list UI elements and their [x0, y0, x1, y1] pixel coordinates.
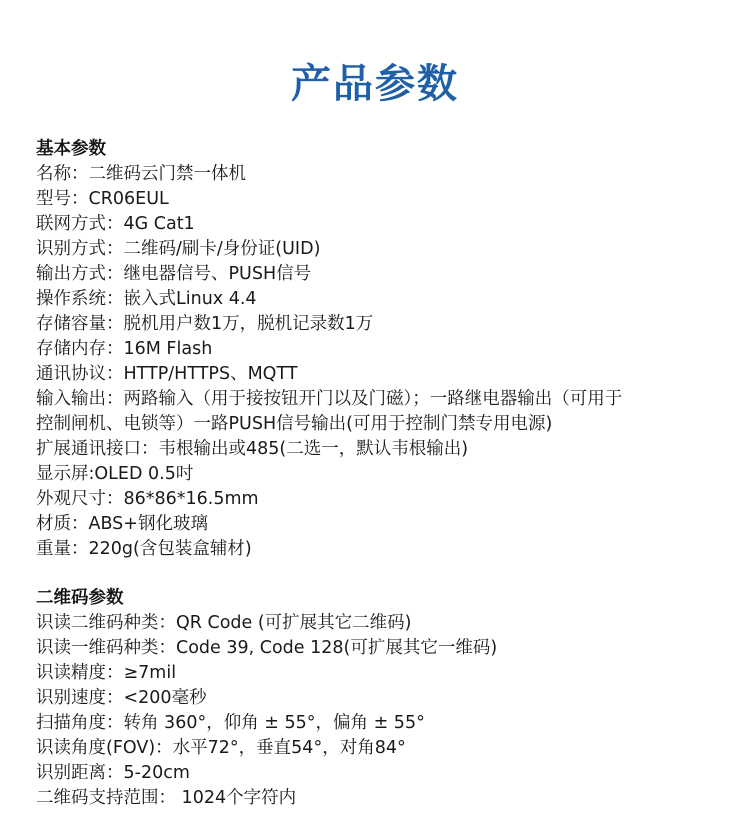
spec-weight: 重量：220g(含包装盒辅材)	[36, 539, 252, 559]
spec-io-line-1: 输入输出：两路输入（用于接按钮开门以及门磁）；一路继电器输出（可用于	[36, 389, 623, 409]
section-heading-qr: 二维码参数	[36, 588, 124, 608]
spec-os: 操作系统：嵌入式Linux 4.4	[36, 289, 257, 309]
spec-model: 型号：CR06EUL	[36, 189, 169, 209]
page-title: 产品参数	[291, 61, 459, 107]
spec-material: 材质：ABS+钢化玻璃	[36, 514, 208, 534]
section-heading-basic: 基本参数	[36, 139, 106, 159]
spec-output: 输出方式：继电器信号、PUSH信号	[36, 264, 312, 284]
spec-protocol: 通讯协议：HTTP/HTTPS、MQTT	[36, 364, 298, 384]
spec-storage-capacity: 存储容量：脱机用户数1万，脱机记录数1万	[36, 314, 374, 334]
spec-dimensions: 外观尺寸：86*86*16.5mm	[36, 489, 259, 509]
spec-qr-support-range: 二维码支持范围： 1024个字符内	[36, 788, 297, 808]
spec-storage-memory: 存储内存：16M Flash	[36, 339, 213, 359]
spec-name: 名称：二维码云门禁一体机	[36, 164, 246, 184]
spec-scan-angle: 扫描角度：转角 360°，仰角 ± 55°，偏角 ± 55°	[36, 713, 425, 733]
spec-extension-interface: 扩展通讯接口：韦根输出或485(二选一，默认韦根输出)	[36, 439, 469, 459]
spec-1d-code-types: 识读一维码种类：Code 39, Code 128(可扩展其它一维码)	[36, 638, 498, 658]
spec-read-precision: 识读精度：≥7mil	[36, 663, 177, 683]
spec-2d-code-types: 识读二维码种类：QR Code (可扩展其它二维码)	[36, 613, 412, 633]
spec-network: 联网方式：4G Cat1	[36, 214, 195, 234]
spec-display: 显示屏:OLED 0.5吋	[36, 464, 194, 484]
qr-params-section	[36, 586, 726, 811]
spec-recognition-speed: 识别速度：<200毫秒	[36, 688, 207, 708]
spec-recognition-distance: 识别距离：5-20cm	[36, 763, 190, 783]
basic-params-section	[36, 137, 726, 562]
spec-recognition: 识别方式：二维码/刷卡/身份证(UID)	[36, 239, 321, 259]
spec-read-angle-fov: 识读角度(FOV)：水平72°，垂直54°，对角84°	[36, 738, 406, 758]
spec-io-line-2: 控制闸机、电锁等）一路PUSH信号输出(可用于控制门禁专用电源)	[36, 414, 553, 434]
